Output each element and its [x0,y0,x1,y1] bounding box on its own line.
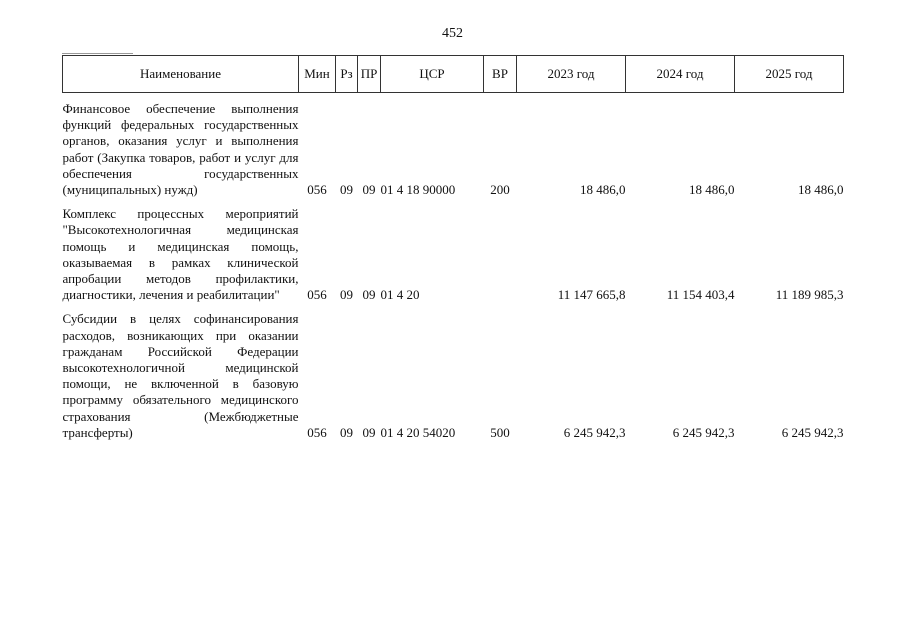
row-csr: 01 4 20 54020 [380,424,456,440]
table-row [63,101,844,198]
header-csr: ЦСР [381,56,484,93]
header-2025: 2025 год [735,56,844,93]
row-2023: 18 486,0 [580,182,626,198]
row-2023: 6 245 942,3 [563,424,626,440]
header-pr: ПР [358,56,381,93]
row-rz: 09 [340,424,353,440]
row-name: Финансовое обеспечение выполнения функций федеральных государственных органов, оказания услуг и выполнения работ (Закупка товаров, работ и услуг для обеспечения государственных (муниципальных) нужд) [62,101,299,198]
row-rz: 09 [340,182,353,198]
header-vr: ВР [484,56,517,93]
table-row [63,206,844,303]
row-min: 056 [307,424,327,440]
row-2024: 18 486,0 [689,182,735,198]
row-2024: 6 245 942,3 [672,424,735,440]
row-2025: 6 245 942,3 [781,424,844,440]
table-header-row [63,56,844,93]
row-2023: 11 147 665,8 [557,287,626,303]
row-vr: 200 [490,182,510,198]
row-2025: 18 486,0 [798,182,844,198]
row-vr [484,206,517,303]
table-gap [63,198,844,206]
row-vr: 500 [490,424,510,440]
row-2025: 11 189 985,3 [775,287,844,303]
table-gap [63,93,844,102]
row-csr: 01 4 20 [380,287,420,303]
row-pr: 09 [362,424,376,440]
row-min: 056 [307,182,327,198]
row-name: Субсидии в целях софинансирования расходов, возникающих при оказании гражданам Российской Федерации высокотехнологичной медицинской помощи, не включенной в базовую программу обязательного медицинского страхования (Межбюджетные трансферты) [62,311,299,440]
header-2024: 2024 год [626,56,735,93]
row-csr: 01 4 18 90000 [380,182,456,198]
budget-table [62,55,844,441]
row-min: 056 [307,287,327,303]
header-min: Мин [299,56,336,93]
row-pr: 09 [362,287,376,303]
table-row [63,311,844,441]
table-gap [63,303,844,311]
page-number: 452 [442,26,463,41]
header-name: Наименование [63,56,299,93]
header-2023: 2023 год [517,56,626,93]
row-2024: 11 154 403,4 [666,287,735,303]
header-rz: Рз [336,56,358,93]
row-name: Комплекс процессных мероприятий "Высокотехнологичная медицинская помощь и медицинская помощь, оказываемая в рамках клинической апробации методов профилактики, диагностики, лечения и реабилитации" [62,206,299,303]
header-rule [62,53,133,54]
row-pr: 09 [362,182,376,198]
row-rz: 09 [340,287,353,303]
